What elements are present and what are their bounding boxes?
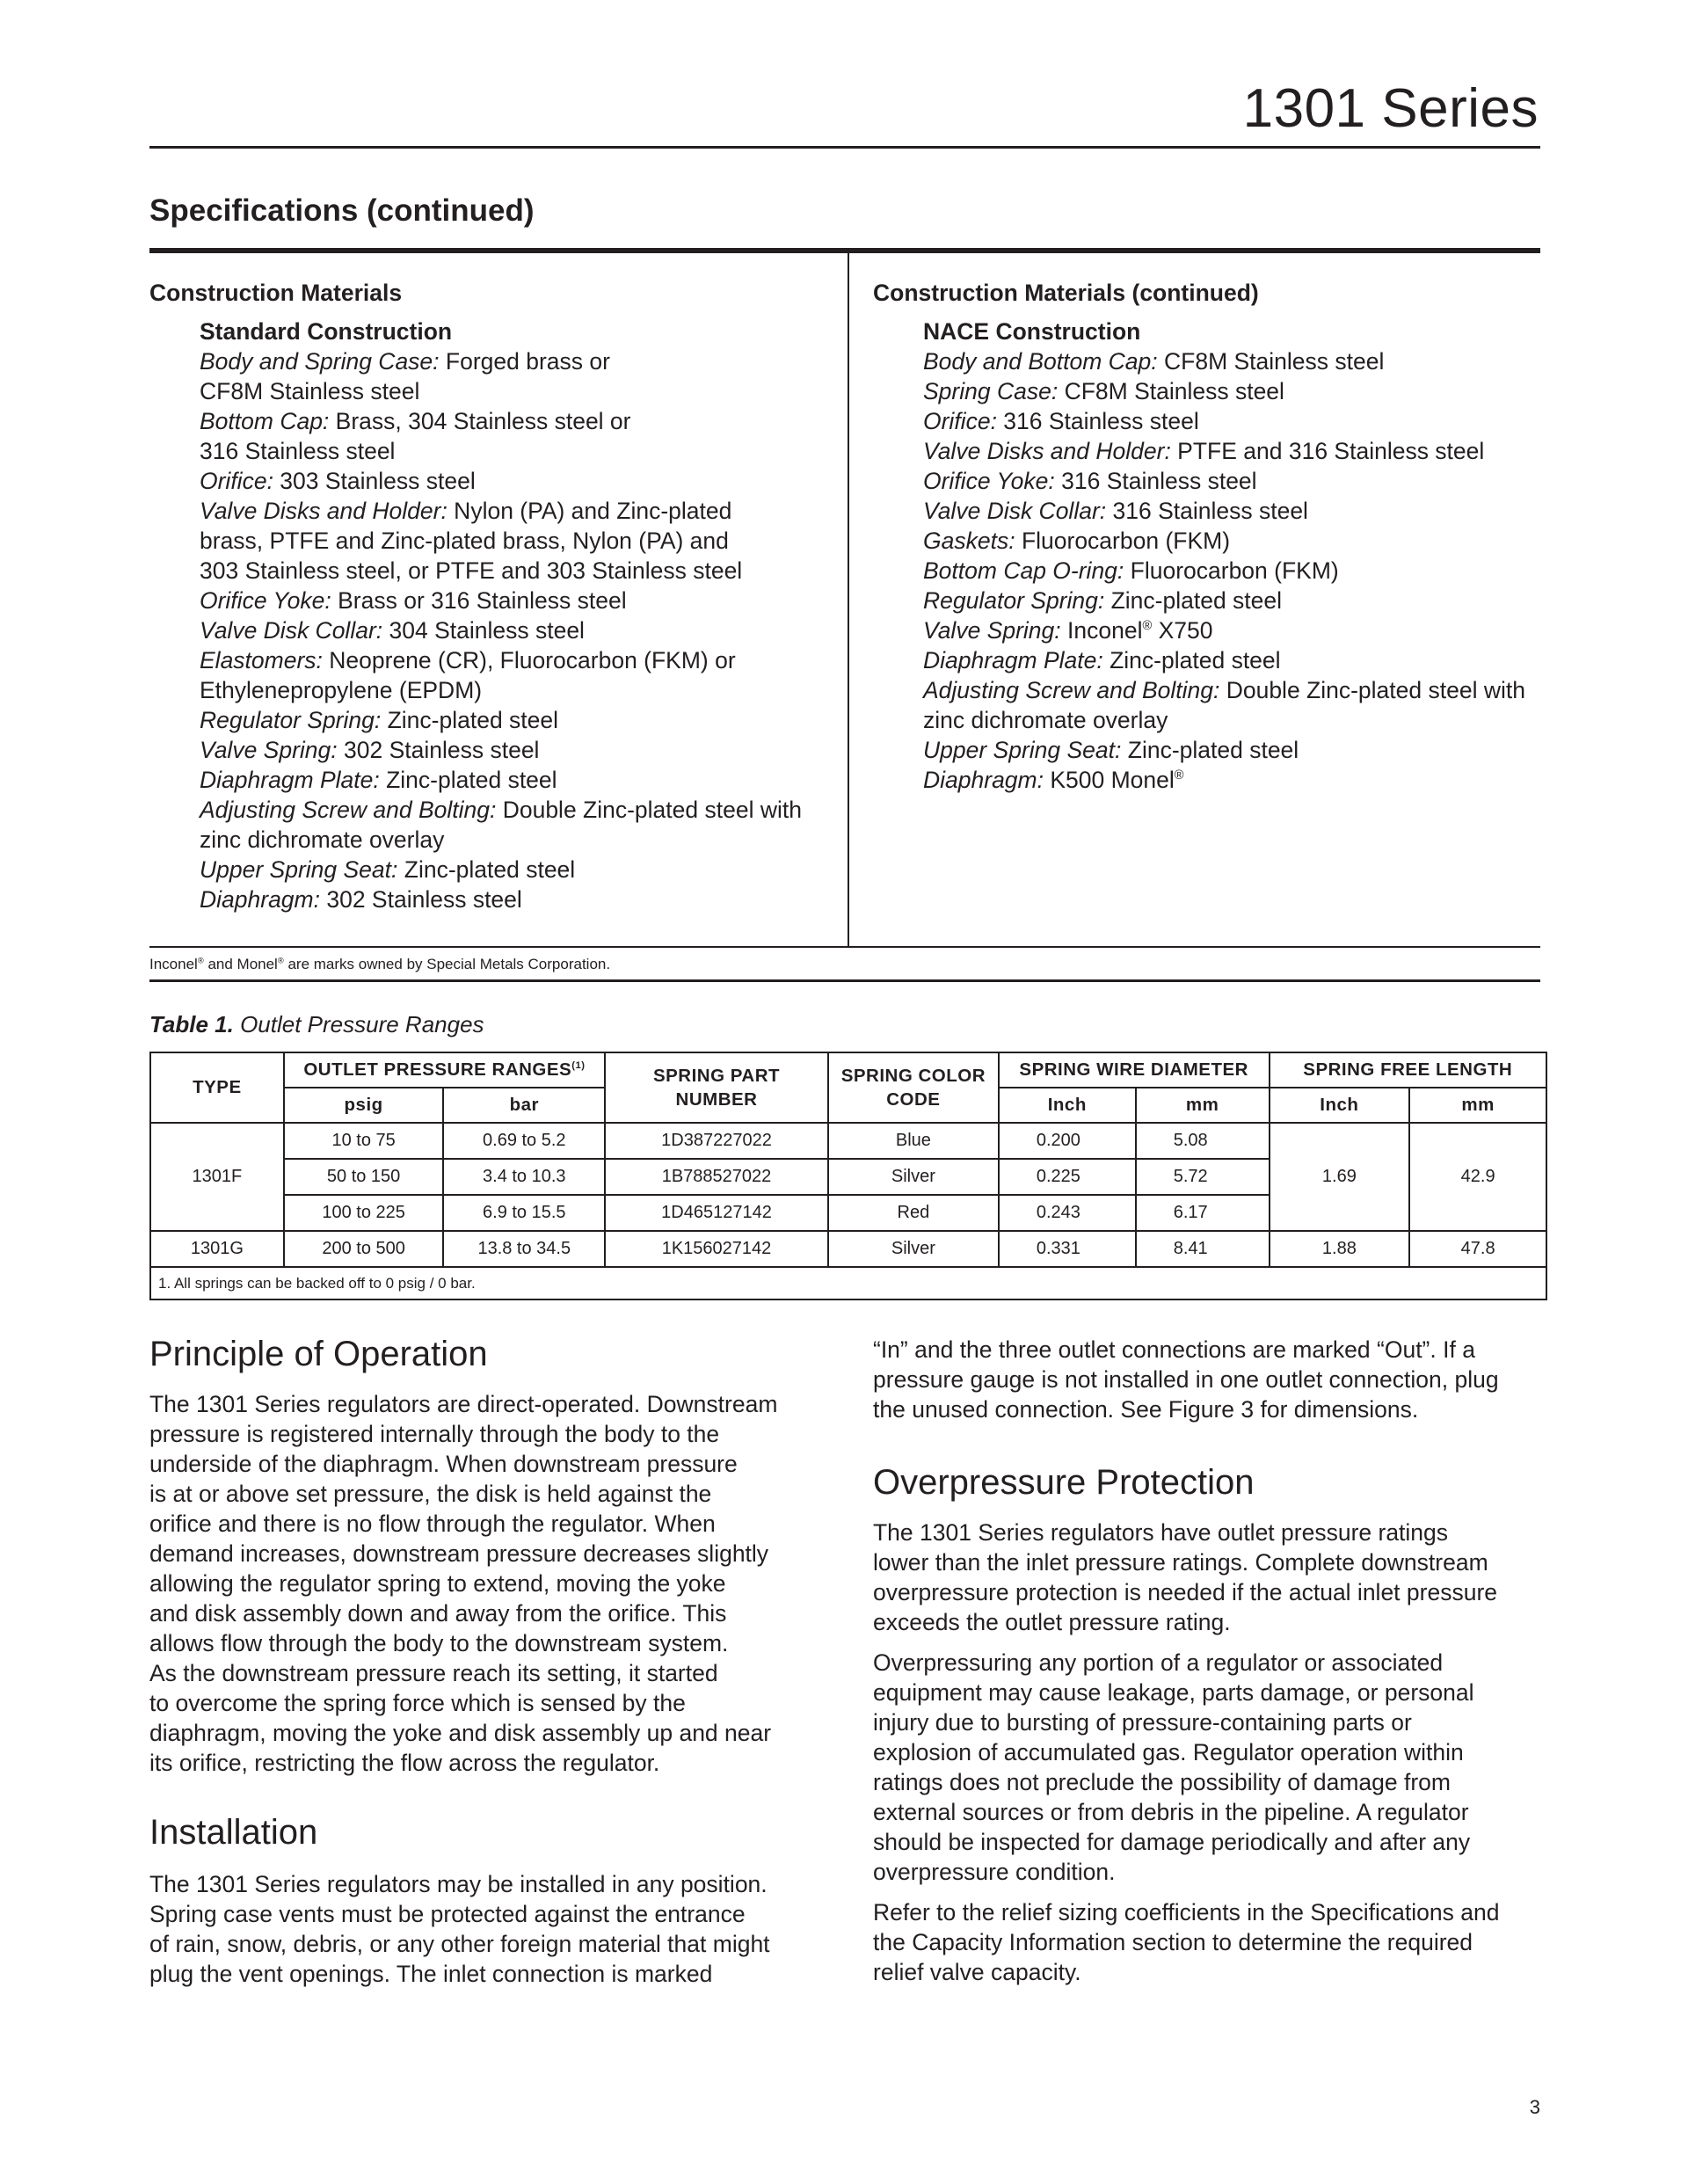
text-line: overpressure protection is needed if the actual inlet pressure — [873, 1579, 1498, 1605]
spec-value: 316 Stainless steel — [996, 408, 1199, 434]
construction-materials-right — [873, 278, 1541, 795]
wire-mm-cell: 5.08 — [1136, 1123, 1270, 1159]
color-cell: Red — [828, 1195, 999, 1231]
spec-line — [200, 436, 835, 466]
spec-line — [200, 645, 835, 675]
spec-value: CF8M Stainless steel — [1058, 378, 1284, 404]
spec-line — [923, 346, 1541, 376]
spec-value: 303 Stainless steel — [273, 468, 476, 494]
construction-materials-left — [149, 278, 835, 914]
text-line: “In” and the three outlet connections are marked “Out”. If a — [873, 1336, 1475, 1363]
free-mm-cell: 42.9 — [1409, 1123, 1546, 1231]
spec-label: Upper Spring Seat: — [923, 737, 1122, 763]
psig-cell: 10 to 75 — [284, 1123, 444, 1159]
spec-label: Regulator Spring: — [200, 707, 382, 733]
spec-line — [923, 586, 1541, 615]
spec-value: Brass or 316 Stainless steel — [331, 587, 627, 614]
spec-label: Valve Spring: — [200, 737, 338, 763]
spec-label: Spring Case: — [923, 378, 1059, 404]
header-free-inch: Inch — [1270, 1088, 1410, 1123]
spec-line — [923, 615, 1541, 645]
overpressure-protection-title: Overpressure Protection — [873, 1463, 1255, 1502]
header-wire-mm: mm — [1136, 1088, 1270, 1123]
table-footnote: 1. All springs can be backed off to 0 psig / 0 bar. — [150, 1267, 1546, 1299]
spec-line — [923, 466, 1541, 496]
spec-value: Forged brass or — [439, 348, 610, 375]
wire-mm-cell: 5.72 — [1136, 1159, 1270, 1195]
text-line: allowing the regulator spring to extend, moving the yoke — [149, 1570, 726, 1597]
spec-line — [923, 526, 1541, 556]
spec-line — [200, 765, 835, 795]
spec-value: Zinc-plated steel — [397, 856, 576, 883]
text-line: its orifice, restricting the flow across the regulator. — [149, 1750, 660, 1776]
standard-construction-subheader: Standard Construction — [200, 318, 453, 345]
spec-value: 302 Stainless steel — [319, 886, 522, 913]
header-psig: psig — [284, 1088, 444, 1123]
spec-label: Diaphragm Plate: — [200, 767, 380, 793]
header-rule — [149, 146, 1540, 149]
spec-line — [923, 765, 1541, 795]
spec-line — [923, 705, 1541, 735]
part-cell: 1B788527022 — [605, 1159, 828, 1195]
principle-of-operation-text — [149, 1389, 835, 1778]
spec-label: Adjusting Screw and Bolting: — [923, 677, 1220, 703]
table-row — [150, 1123, 1546, 1159]
page-number: 3 — [1529, 2096, 1540, 2118]
spec-label: Elastomers: — [200, 647, 323, 673]
outlet-pressure-table — [149, 1052, 1547, 1300]
spec-value-suffix: X750 — [1152, 617, 1213, 644]
overpressure-paragraph-3 — [873, 1897, 1550, 1987]
spec-line — [923, 735, 1541, 765]
text-line: demand increases, downstream pressure decreases slightly — [149, 1540, 769, 1567]
text-line: injury due to bursting of pressure-containing parts or — [873, 1709, 1412, 1736]
header-wire-inch: Inch — [999, 1088, 1136, 1123]
registered-mark: ® — [1142, 619, 1153, 634]
text-line: external sources or from debris in the pipeline. A regulator — [873, 1799, 1469, 1825]
spec-line — [200, 556, 835, 586]
column-divider — [848, 253, 849, 946]
nace-construction-block — [873, 317, 1541, 795]
wire-inch-cell: 0.200 — [999, 1123, 1136, 1159]
text-line: The 1301 Series regulators have outlet pressure ratings — [873, 1519, 1449, 1546]
header-free-length: SPRING FREE LENGTH — [1270, 1052, 1546, 1088]
series-title: 1301 Series — [1242, 78, 1539, 139]
bar-cell: 3.4 to 10.3 — [443, 1159, 605, 1195]
bar-cell: 0.69 to 5.2 — [443, 1123, 605, 1159]
spec-label: Diaphragm Plate: — [923, 647, 1103, 673]
spec-value: CF8M Stainless steel — [1157, 348, 1385, 375]
spec-value: Zinc-plated steel — [1102, 647, 1281, 673]
spec-value: Nylon (PA) and Zinc-plated — [447, 498, 732, 524]
spec-line — [923, 406, 1541, 436]
installation-title: Installation — [149, 1813, 318, 1852]
text-line: is at or above set pressure, the disk is held against the — [149, 1481, 712, 1507]
installation-continued-text — [873, 1335, 1550, 1424]
spec-value: zinc dichromate overlay — [923, 707, 1168, 733]
specifications-heading: Specifications (continued) — [149, 193, 535, 228]
spec-line — [923, 496, 1541, 526]
part-cell: 1K156027142 — [605, 1231, 828, 1267]
text-line: relief valve capacity. — [873, 1959, 1081, 1985]
color-cell: Blue — [828, 1123, 999, 1159]
overpressure-paragraph-1 — [873, 1518, 1550, 1637]
specifications-rule — [149, 248, 1540, 253]
spec-value: Neoprene (CR), Fluorocarbon (FKM) or — [322, 647, 736, 673]
table-row — [150, 1231, 1546, 1267]
psig-cell: 200 to 500 — [284, 1231, 444, 1267]
principle-of-operation-title: Principle of Operation — [149, 1335, 488, 1373]
text-line: the Capacity Information section to determine the required — [873, 1929, 1473, 1955]
spec-value: Ethylenepropylene (EPDM) — [200, 677, 483, 703]
spec-line — [200, 615, 835, 645]
table-caption: Table 1. Outlet Pressure Ranges — [149, 1011, 484, 1037]
spec-value: 316 Stainless steel — [1106, 498, 1308, 524]
header-spring-part: SPRING PART NUMBER — [605, 1052, 828, 1123]
spec-line — [200, 735, 835, 765]
text-line: underside of the diaphragm. When downstream pressure — [149, 1451, 738, 1477]
specifications-bottom-rule — [149, 946, 1540, 948]
spec-label: Orifice: — [200, 468, 273, 494]
spec-value: Double Zinc-plated steel with — [496, 797, 802, 823]
part-cell: 1D387227022 — [605, 1123, 828, 1159]
spec-label: Valve Disk Collar: — [200, 617, 383, 644]
wire-mm-cell: 6.17 — [1136, 1195, 1270, 1231]
spec-value: Zinc-plated steel — [1104, 587, 1283, 614]
spec-line — [923, 675, 1541, 705]
spec-line — [200, 346, 835, 376]
spec-label: Body and Bottom Cap: — [923, 348, 1158, 375]
spec-label: Diaphragm: — [923, 767, 1044, 793]
spec-label: Upper Spring Seat: — [200, 856, 398, 883]
text-line: to overcome the spring force which is sensed by the — [149, 1690, 686, 1716]
color-cell: Silver — [828, 1231, 999, 1267]
text-line: overpressure condition. — [873, 1859, 1116, 1885]
spec-value: Zinc-plated steel — [381, 707, 559, 733]
spec-value: Fluorocarbon (FKM) — [1015, 528, 1231, 554]
text-line: orifice and there is no flow through the regulator. When — [149, 1511, 716, 1537]
spec-line — [923, 645, 1541, 675]
spec-value: 302 Stainless steel — [337, 737, 540, 763]
spec-value: Brass, 304 Stainless steel or — [329, 408, 631, 434]
spec-value: Zinc-plated steel — [379, 767, 557, 793]
text-line: exceeds the outlet pressure rating. — [873, 1609, 1231, 1635]
color-cell: Silver — [828, 1159, 999, 1195]
spec-line — [200, 586, 835, 615]
text-line: the unused connection. See Figure 3 for dimensions. — [873, 1396, 1419, 1423]
spec-value: 316 Stainless steel — [200, 438, 396, 464]
psig-cell: 100 to 225 — [284, 1195, 444, 1231]
spec-label: Bottom Cap O-ring: — [923, 557, 1124, 584]
trademark-note: Inconel® and Monel® are marks owned by Special Metals Corporation. — [149, 956, 611, 972]
spec-value: zinc dichromate overlay — [200, 826, 445, 853]
spec-line — [200, 795, 835, 825]
spec-label: Body and Spring Case: — [200, 348, 440, 375]
text-line: Refer to the relief sizing coefficients in the Specifications and — [873, 1899, 1500, 1926]
spec-label: Orifice: — [923, 408, 997, 434]
header-wire-diameter: SPRING WIRE DIAMETER — [999, 1052, 1270, 1088]
text-line: As the downstream pressure reach its setting, it started — [149, 1660, 718, 1686]
spec-value: K500 Monel — [1043, 767, 1175, 793]
spec-line — [200, 526, 835, 556]
spec-line — [200, 885, 835, 914]
header-free-mm: mm — [1409, 1088, 1546, 1123]
text-line: explosion of accumulated gas. Regulator operation within — [873, 1739, 1464, 1765]
wire-inch-cell: 0.225 — [999, 1159, 1136, 1195]
text-line: equipment may cause leakage, parts damage, or personal — [873, 1679, 1474, 1706]
bar-cell: 6.9 to 15.5 — [443, 1195, 605, 1231]
spec-label: Orifice Yoke: — [200, 587, 331, 614]
text-line: should be inspected for damage periodically and after any — [873, 1829, 1471, 1855]
spec-value: 304 Stainless steel — [382, 617, 585, 644]
construction-materials-continued-header: Construction Materials (continued) — [873, 280, 1259, 306]
text-line: pressure gauge is not installed in one outlet connection, plug — [873, 1366, 1499, 1393]
text-line: Spring case vents must be protected against the entrance — [149, 1901, 746, 1927]
trademark-note-rule — [149, 979, 1540, 982]
spec-value: Zinc-plated steel — [1121, 737, 1299, 763]
text-line: The 1301 Series regulators are direct-operated. Downstream — [149, 1391, 778, 1417]
overpressure-paragraph-2 — [873, 1648, 1550, 1887]
spec-value: 303 Stainless steel, or PTFE and 303 Stainless steel — [200, 557, 743, 584]
text-line: lower than the inlet pressure ratings. Complete downstream — [873, 1549, 1488, 1576]
spec-line — [923, 376, 1541, 406]
header-type: TYPE — [150, 1052, 284, 1123]
type-cell: 1301G — [150, 1231, 284, 1267]
text-line: plug the vent openings. The inlet connection is marked — [149, 1961, 713, 1987]
spec-label: Diaphragm: — [200, 886, 320, 913]
header-spring-color: SPRING COLOR CODE — [828, 1052, 999, 1123]
spec-value: brass, PTFE and Zinc-plated brass, Nylon (PA) and — [200, 528, 729, 554]
spec-line — [200, 675, 835, 705]
header-bar: bar — [443, 1088, 605, 1123]
spec-line — [200, 705, 835, 735]
text-line: diaphragm, moving the yoke and disk assembly up and near — [149, 1720, 772, 1746]
spec-value: CF8M Stainless steel — [200, 378, 420, 404]
psig-cell: 50 to 150 — [284, 1159, 444, 1195]
spec-label: Valve Disk Collar: — [923, 498, 1107, 524]
text-line: of rain, snow, debris, or any other foreign material that might — [149, 1931, 770, 1957]
free-mm-cell: 47.8 — [1409, 1231, 1546, 1267]
spec-label: Bottom Cap: — [200, 408, 330, 434]
spec-label: Regulator Spring: — [923, 587, 1105, 614]
spec-label: Gaskets: — [923, 528, 1015, 554]
spec-value: Inconel — [1060, 617, 1143, 644]
spec-value: Fluorocarbon (FKM) — [1124, 557, 1339, 584]
registered-mark: ® — [1174, 768, 1184, 783]
spec-line — [923, 556, 1541, 586]
spec-label: Valve Disks and Holder: — [923, 438, 1171, 464]
spec-label: Orifice Yoke: — [923, 468, 1055, 494]
type-cell: 1301F — [150, 1123, 284, 1231]
spec-value: Double Zinc-plated steel with — [1219, 677, 1525, 703]
spec-value: 316 Stainless steel — [1054, 468, 1257, 494]
installation-text — [149, 1869, 835, 1989]
spec-line — [200, 496, 835, 526]
spec-line — [200, 825, 835, 855]
spec-line — [200, 376, 835, 406]
wire-inch-cell: 0.331 — [999, 1231, 1136, 1267]
text-line: Overpressuring any portion of a regulator or associated — [873, 1649, 1444, 1676]
nace-construction-subheader: NACE Construction — [923, 318, 1141, 345]
free-inch-cell: 1.88 — [1270, 1231, 1410, 1267]
free-inch-cell: 1.69 — [1270, 1123, 1410, 1231]
wire-mm-cell: 8.41 — [1136, 1231, 1270, 1267]
spec-line — [200, 855, 835, 885]
text-line: ratings does not preclude the possibility of damage from — [873, 1769, 1451, 1795]
spec-line — [200, 466, 835, 496]
spec-label: Adjusting Screw and Bolting: — [200, 797, 497, 823]
construction-materials-header: Construction Materials — [149, 280, 403, 306]
text-line: and disk assembly down and away from the orifice. This — [149, 1600, 727, 1627]
spec-value: PTFE and 316 Stainless steel — [1170, 438, 1485, 464]
text-line: pressure is registered internally through the body to the — [149, 1421, 720, 1447]
spec-label: Valve Disks and Holder: — [200, 498, 447, 524]
text-line: The 1301 Series regulators may be installed in any position. — [149, 1871, 768, 1897]
header-outlet-pressure: OUTLET PRESSURE RANGES$^{(1)}$ — [284, 1052, 605, 1088]
text-line: allows flow through the body to the downstream system. — [149, 1630, 729, 1656]
spec-line — [200, 406, 835, 436]
wire-inch-cell: 0.243 — [999, 1195, 1136, 1231]
spec-line — [923, 436, 1541, 466]
standard-construction-block — [149, 317, 835, 914]
bar-cell: 13.8 to 34.5 — [443, 1231, 605, 1267]
spec-label: Valve Spring: — [923, 617, 1061, 644]
part-cell: 1D465127142 — [605, 1195, 828, 1231]
